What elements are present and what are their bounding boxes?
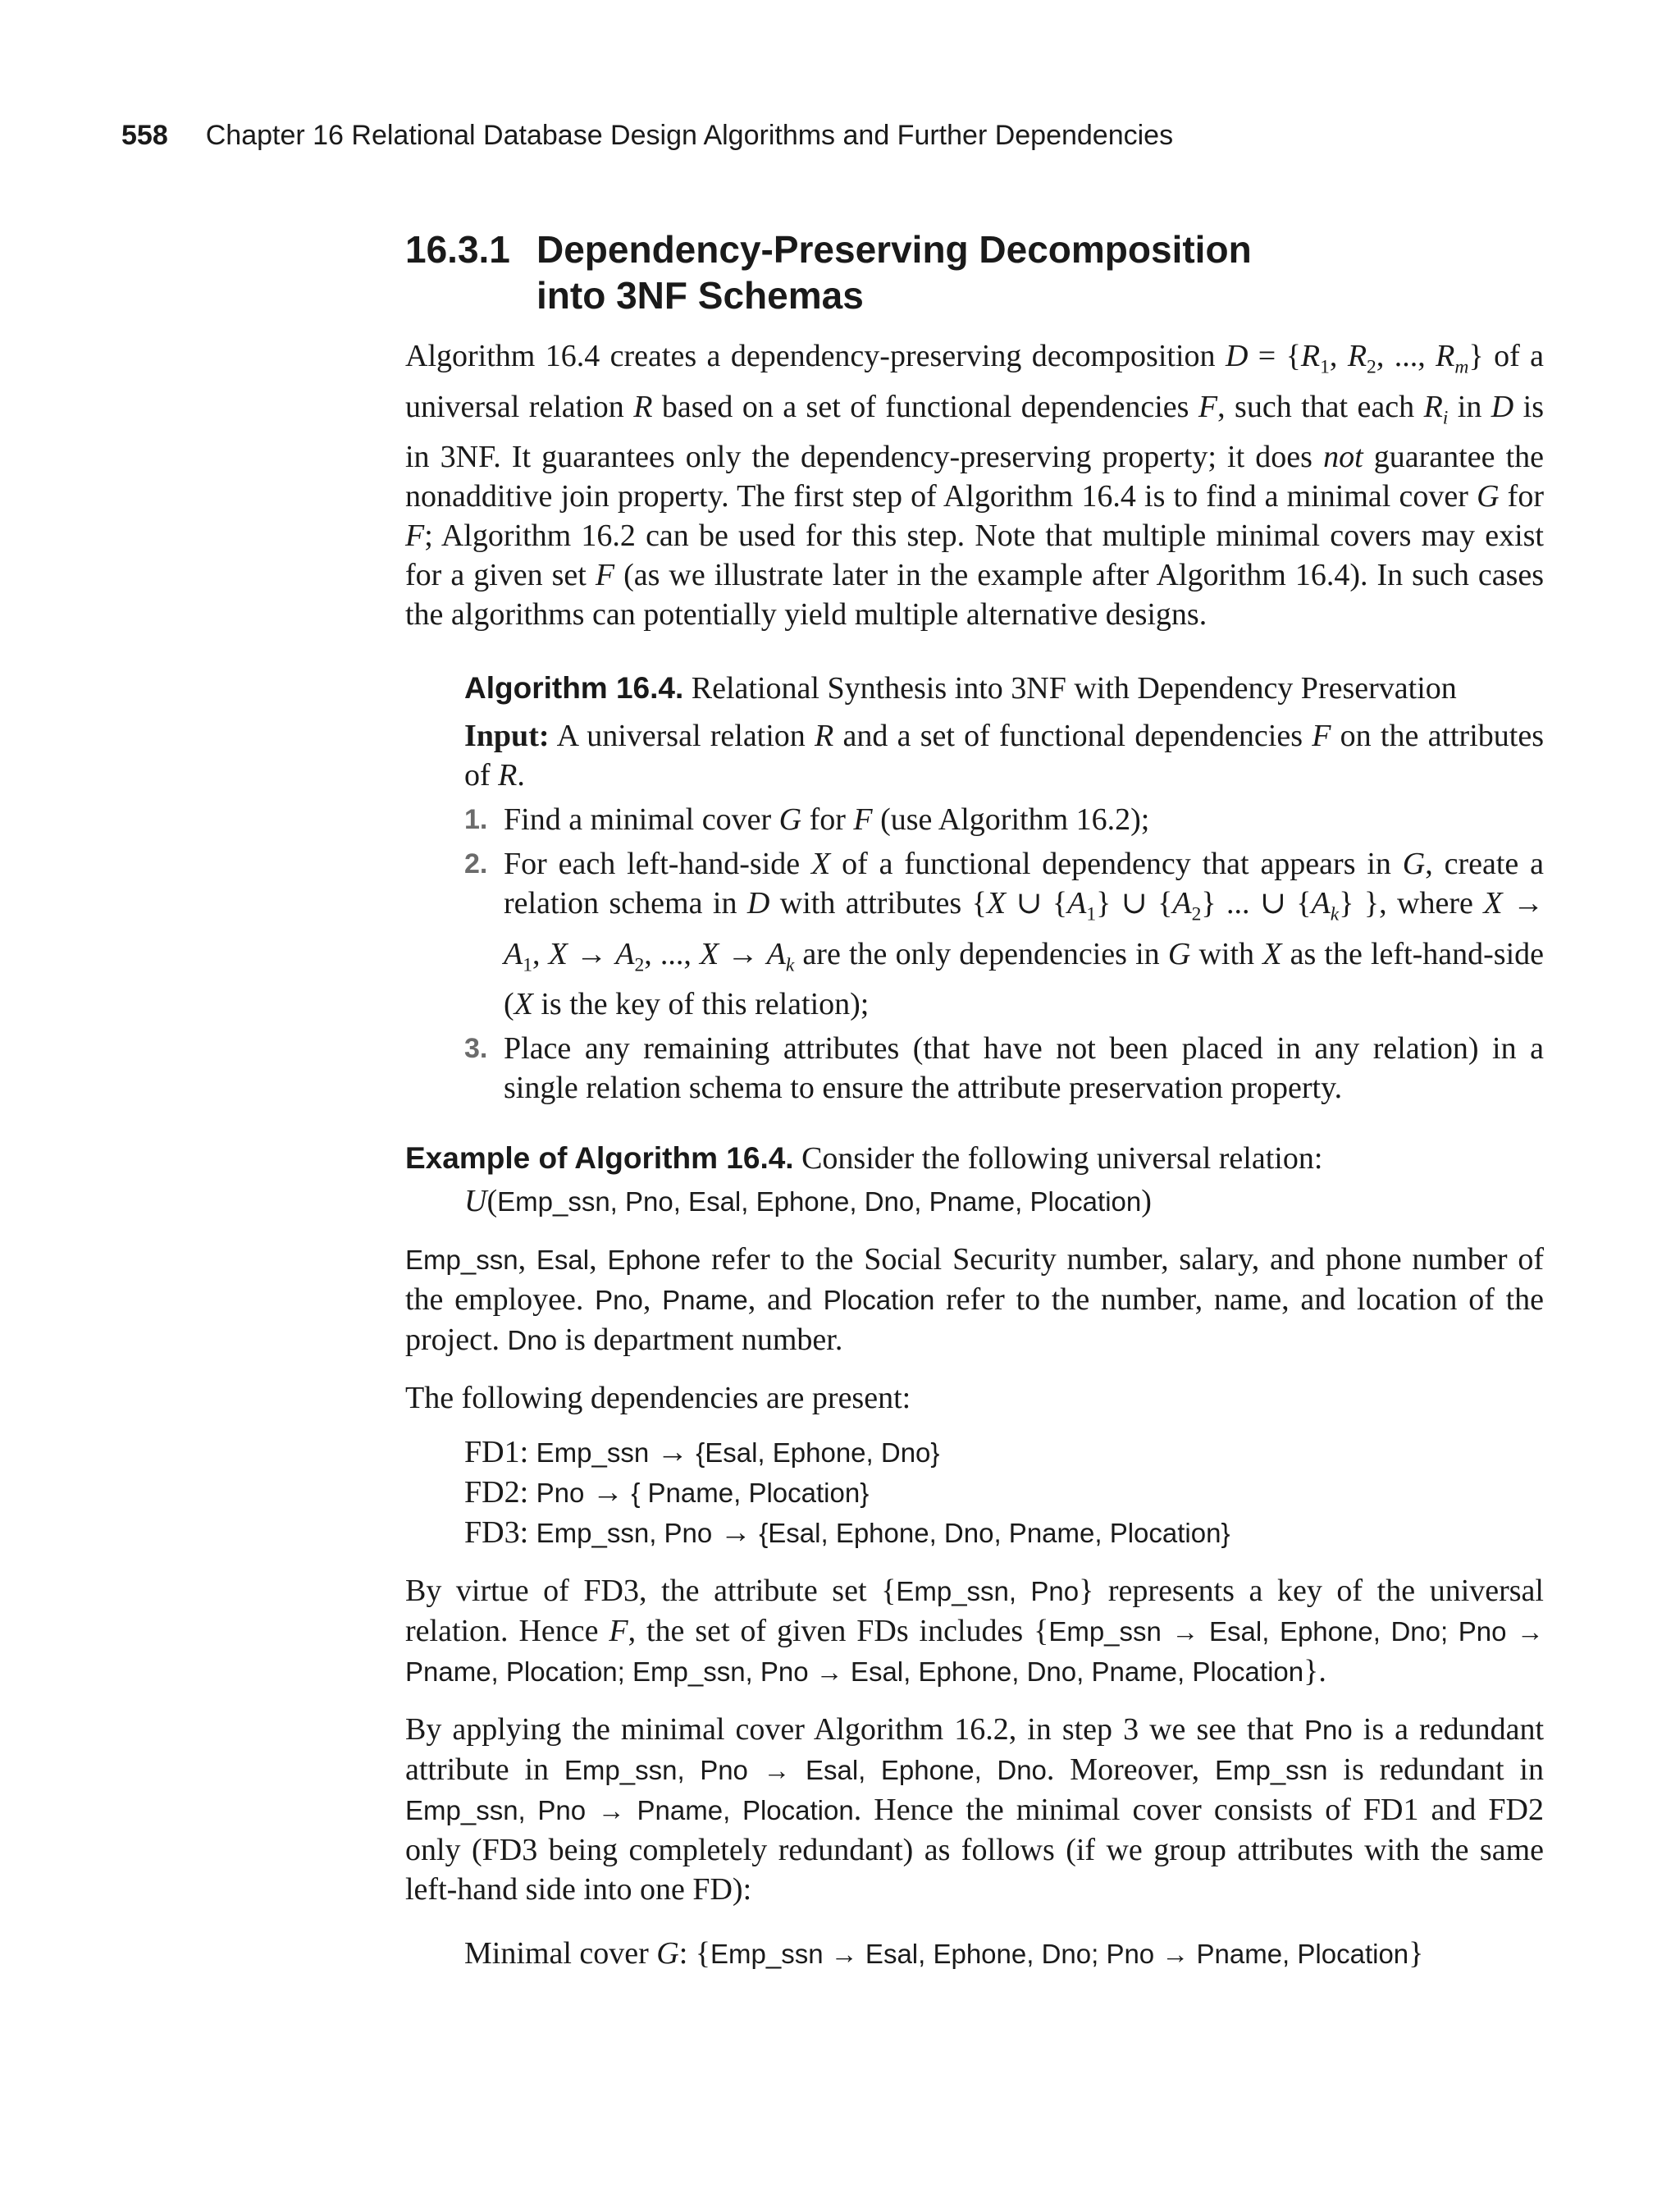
minimal-cover: Minimal cover G: {Emp_ssn → Esal, Ephone, Dno; Pno → Pname, Plocation} xyxy=(464,1936,1424,1971)
running-header xyxy=(121,120,1173,152)
algorithm-step: 3. Place any remaining attributes (that have not been placed in any relation) in a single relation schema to ensure the attribute preservation property. xyxy=(464,1031,1544,1106)
fd-list xyxy=(464,1432,1544,1553)
algorithm-input: Input: A universal relation R and a set of functional dependencies F on the attributes of R. xyxy=(464,719,1544,793)
intro-paragraph: Algorithm 16.4 creates a dependency-preserving decomposition $D = \{R_1$, $R_2$, ..., $R_m$} of a universal relation R based on a set of functional dependencies F, such that each $R_i$ in D is in 3NF. It guarantees only the dependency-preserving property; it does not guarantee the nonadditive join property. The first step of Algorithm 16.4 is to find a minimal cover G for F; Algorithm 16.2 can be used for this step. Note that multiple minimal covers may exist for a given set F (as we illustrate later in the example after Algorithm 16.4). In such cases the algorithms can potentially yield multiple alternative designs. xyxy=(405,339,1545,633)
algorithm-title: Algorithm 16.4. Relational Synthesis into 3NF with Dependency Preservation xyxy=(464,671,1457,706)
chapter-title: Chapter 16 Relational Database Design Algorithms and Further Dependencies xyxy=(205,120,1174,151)
minimal-cover-paragraph: By applying the minimal cover Algorithm 16.2, in step 3 we see that Pno is a redundant attribute in Emp_ssn, Pno → Esal, Ephone, Dno. Moreover, Emp_ssn is redundant in Emp_ssn, Pno → Pname, Plocation. Hence the minimal cover consists of FD1 and FD2 only (FD3 being completely redundant) as follows (if we group attributes with the same left-hand side into one FD): xyxy=(405,1712,1545,1907)
page-content xyxy=(405,226,1544,1974)
fd-item: FD2: Pno → { Pname, Plocation} xyxy=(464,1475,870,1510)
fd-item: FD3: Emp_ssn, Pno → {Esal, Ephone, Dno, Pname, Plocation} xyxy=(464,1515,1230,1551)
fd-item: FD1: Emp_ssn → {Esal, Ephone, Dno} xyxy=(464,1435,940,1470)
example-heading: Example of Algorithm 16.4. Consider the following universal relation: xyxy=(405,1141,1323,1176)
key-paragraph: By virtue of FD3, the attribute set {Emp_ssn, Pno} represents a key of the universal relation. Hence F, the set of given FDs includes {Emp_ssn → Esal, Ephone, Dno; Pno → Pname, Plocation; Emp_ssn, Pno → Esal, Ephone, Dno, Pname, Plocation}. xyxy=(405,1574,1544,1689)
dependencies-intro: The following dependencies are present: xyxy=(405,1381,911,1416)
algorithm-step: 2. For each left-hand-side X of a functional dependency that appears in G, create a relation schema in D with attributes {X ∪ $\{A_1\}$ ∪ $\{A_2\}$ ... ∪ $\{A_k\}$ }, where $X \to A_1$, $X \to A_2$, ..., $X \to A_k$ are the only dependencies in G with X as the left-hand-side (X is the key of this relation); xyxy=(464,847,1545,1022)
page-number: 558 xyxy=(121,120,168,151)
section-number: 16.3.1 xyxy=(405,228,510,271)
algorithm-steps xyxy=(464,800,1544,1108)
algorithm-block xyxy=(464,669,1544,1108)
section-heading xyxy=(405,226,1544,318)
algorithm-step: 1. Find a minimal cover G for F (use Algorithm 16.2); xyxy=(464,802,1150,838)
attribute-description: Emp_ssn, Esal, Ephone refer to the Social Security number, salary, and phone number of the employee. Pno, Pname, and Plocation refer to the number, name, and location of the project. Dno is department number. xyxy=(405,1242,1545,1358)
section-title: Dependency-Preserving Decomposition into 3NF Schemas xyxy=(536,228,1252,317)
universal-relation: U(Emp_ssn, Pno, Esal, Ephone, Dno, Pname, Plocation) xyxy=(464,1184,1152,1219)
